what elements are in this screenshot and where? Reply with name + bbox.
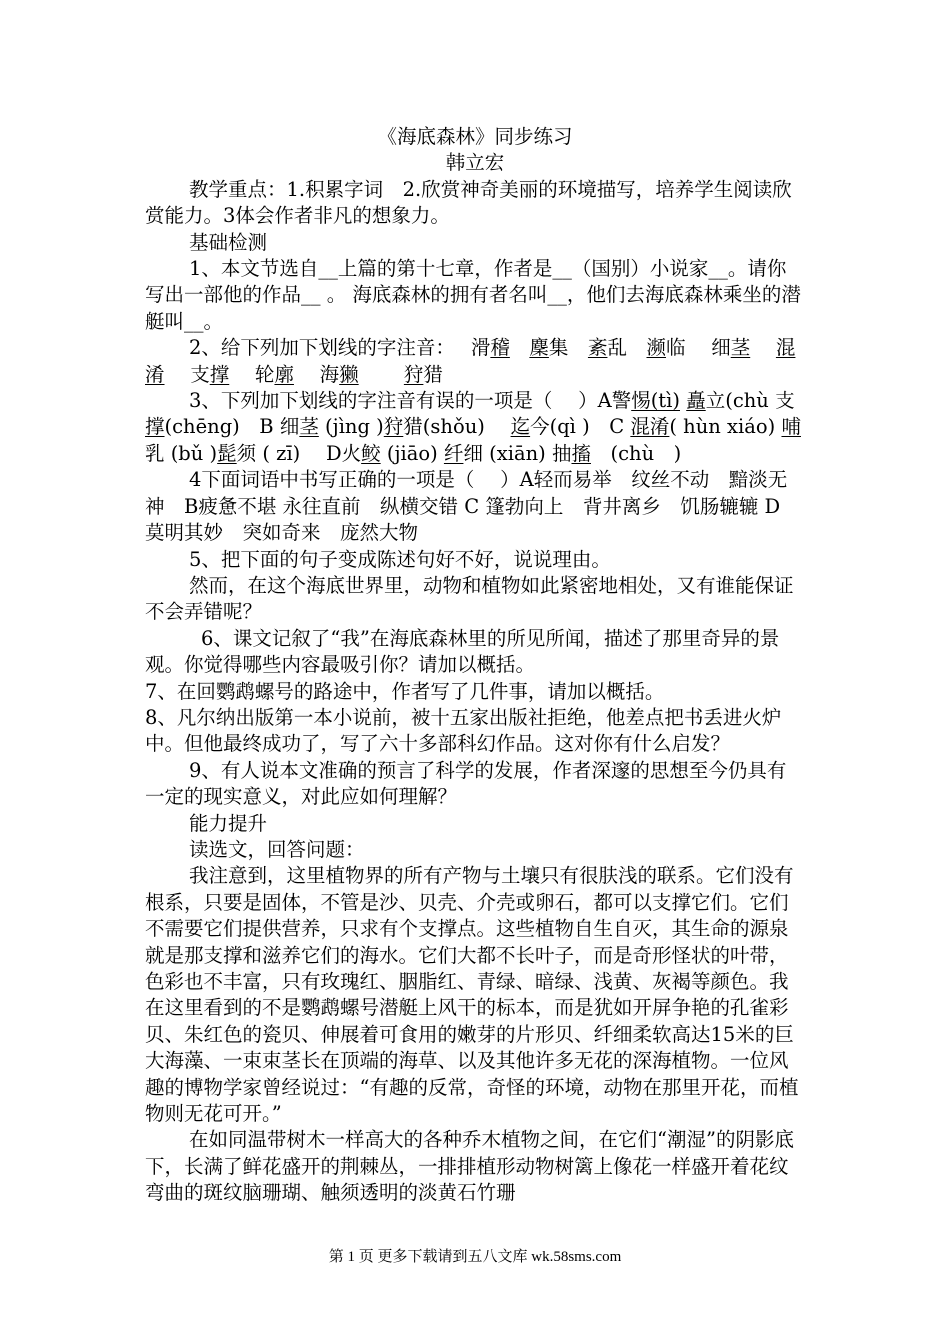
question-5: 5、把下面的句子变成陈述句好不好，说说理由。 xyxy=(189,547,611,571)
reading-paragraph-2: 在如同温带树木一样高大的各种乔木植物之间，在它们“潮湿”的阴影底下，长满了鲜花盛开的荆棘丛，一排排植形动物树篱上像花一样盛开着花纹弯曲的斑纹脑珊瑚、触须透明的淡黄石竹珊 xyxy=(145,1128,794,1205)
question-4: 4下面词语中书写正确的一项是（ ）A轻而易举 纹丝不动 黯淡无神 B疲惫不堪 永往直前 纵横交错 C 篷勃向上 背井离乡 饥肠辘辘 D 莫明其妙 突如奇来 庞然大物 xyxy=(145,468,788,545)
teaching-focus: 教学重点：1.积累字词 2.欣赏神奇美丽的环境描写，培养学生阅读欣赏能力。3体会作者非凡的想象力。 xyxy=(145,177,792,228)
section-heading-ability: 能力提升 xyxy=(189,811,268,835)
document-title: 《海底森林》同步练习 xyxy=(377,125,573,148)
question-2: 2、给下列加下划线的字注音： 滑稽 麇集 紊乱 濒临 细茎 混淆 支撑 轮廓 海獭 狩猎 xyxy=(145,336,796,386)
question-5-sentence: 然而，在这个海底世界里，动物和植物如此紧密地相处，又有谁能保证不会弄错呢？ xyxy=(145,573,794,624)
question-6: 6、课文记叙了“我”在海底森林里的所见所闻，描述了那里奇异的景观。你觉得哪些内容最吸引你？请加以概括。 xyxy=(145,626,780,677)
document-body xyxy=(145,124,805,1207)
reading-intro: 读选文，回答问题： xyxy=(189,837,365,861)
reading-paragraph-1: 我注意到，这里植物界的所有产物与土壤只有很肤浅的联系。它们没有根系，只要是固体，不管是沙、贝壳、介壳或卵石，都可以支撑它们。它们不需要它们提供营养，只求有个支撑点。这些植物自生自灭，其生命的源泉就是那支撑和滋养它们的海水。它们大都不长叶子，而是奇形怪状的叶带，色彩也不丰富，只有玫瑰红、胭脂红、青绿、暗绿、浅黄、灰褐等颜色。我在这里看到的不是鹦鹉螺号潜艇上风干的标本，而是犹如开屏争艳的孔雀彩贝、朱红色的瓷贝、伸展着可食用的嫩芽的片形贝、纤细柔软高达15米的巨大海藻、一束束茎长在顶端的海草、以及其他许多无花的深海植物。一位风趣的博物学家曾经说过：“有趣的反常，奇怪的环境，动物在那里开花，而植物则无花可开。” xyxy=(145,864,799,1126)
section-heading-basic: 基础检测 xyxy=(189,230,268,254)
question-7: 7、在回鹦鹉螺号的路途中，作者写了几件事，请加以概括。 xyxy=(145,679,665,703)
question-8: 8、凡尔纳出版第一本小说前，被十五家出版社拒绝，他差点把书丢进火炉中。但他最终成功了，写了六十多部科幻作品。这对你有什么启发？ xyxy=(145,705,782,756)
document-author: 韩立宏 xyxy=(445,151,505,175)
page-footer: 第 1 页 更多下载请到五八文库 wk.58sms.com xyxy=(328,1249,622,1265)
question-3: 3、下列加下划线的字注音有误的一项是（ ）A警惕(tì) 矗立(chù 支撑(chēng) B 细茎 (jìng )狩猎(shǒu) 迄今(qì ) C 混淆( hùn xiáo) 哺乳 (bǔ )髭须 ( zī) D火鲛 (jiāo) 纤细 (xiān) 抽搐 (chù ) xyxy=(145,389,801,465)
question-9: 9、有人说本文准确的预言了科学的发展，作者深邃的思想至今仍具有一定的现实意义，对此应如何理解？ xyxy=(145,758,787,809)
question-1: 1、本文节选自__上篇的第十七章，作者是__（国别）小说家__。请你写出一部他的作品__ 。 海底森林的拥有者名叫__，他们去海底森林乘坐的潜艇叫__。 xyxy=(145,257,801,333)
